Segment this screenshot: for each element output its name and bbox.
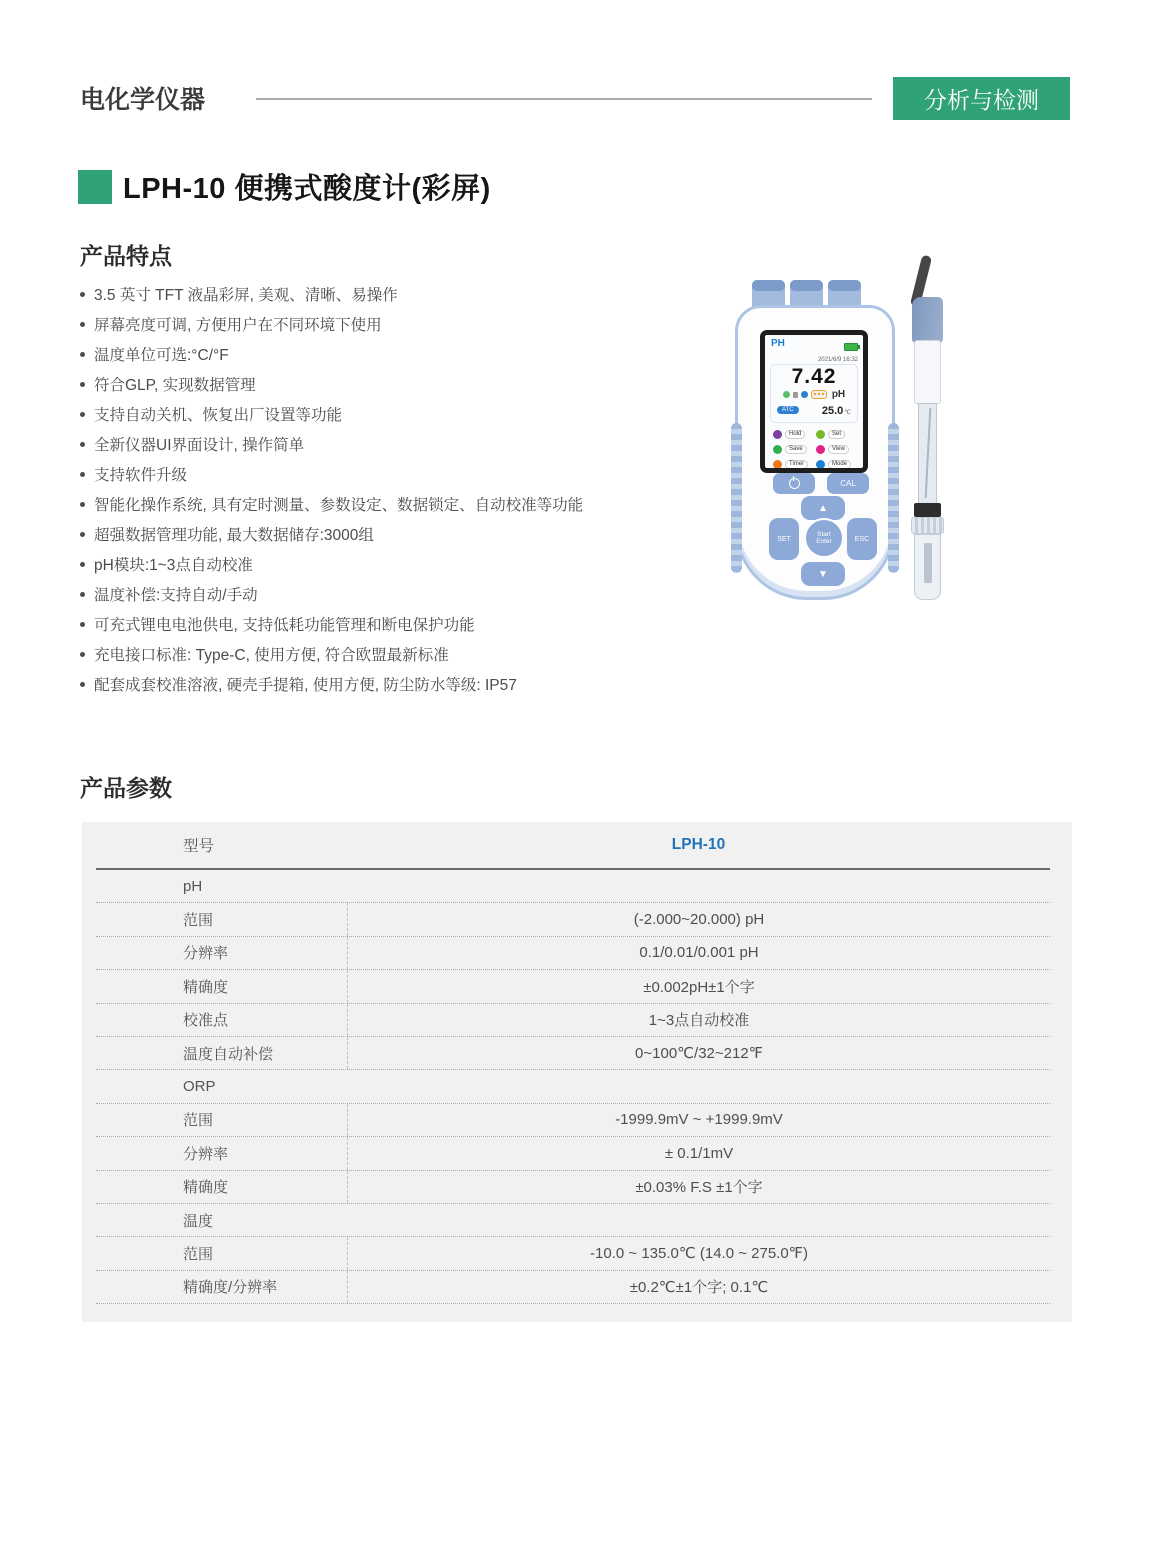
view-icon bbox=[816, 445, 825, 454]
table-row: 精确度 ±0.002pH±1个字 bbox=[96, 970, 1050, 1003]
menu-item-hold: Hold bbox=[773, 430, 816, 439]
table-row: 分辨率 ± 0.1/1mV bbox=[96, 1137, 1050, 1170]
model-value: LPH-10 bbox=[671, 836, 726, 853]
model-row bbox=[96, 822, 1050, 868]
feature-item: 屏幕亮度可调, 方便用户在不同环境下使用 bbox=[80, 311, 700, 341]
title-bullet-square bbox=[78, 170, 112, 204]
table-row: 范围 (-2.000~20.000) pH bbox=[96, 903, 1050, 936]
table-row: 范围 -10.0 ~ 135.0℃ (14.0 ~ 275.0℉) bbox=[96, 1237, 1050, 1270]
feature-item: 全新仪器UI界面设计, 操作简单 bbox=[80, 431, 700, 461]
probe-storage-bottle bbox=[914, 534, 941, 600]
feature-item: 充电接口标准: Type-C, 使用方便, 符合欧盟最新标准 bbox=[80, 641, 700, 671]
cal-button: CAL bbox=[827, 473, 869, 494]
mode-icon bbox=[816, 460, 825, 468]
section-tag-badge: 分析与检测 bbox=[893, 77, 1070, 120]
header-divider bbox=[256, 98, 872, 100]
save-icon bbox=[773, 445, 782, 454]
table-row: 精确度/分辨率 ±0.2℃±1个字; 0.1℃ bbox=[96, 1271, 1050, 1304]
feature-item: 配套成套校准溶液, 硬壳手提箱, 使用方便, 防尘防水等级: IP57 bbox=[80, 671, 700, 701]
battery-icon bbox=[844, 343, 858, 351]
features-list bbox=[80, 281, 700, 701]
ph-unit-label: pH bbox=[831, 389, 846, 400]
menu-item-save: Save bbox=[773, 445, 816, 454]
buffer-status-icon bbox=[801, 391, 808, 398]
screen-datetime: 2021/6/9 16:32 bbox=[817, 357, 858, 363]
feature-item: 可充式锂电电池供电, 支持低耗功能管理和断电保护功能 bbox=[80, 611, 700, 641]
product-title-row bbox=[78, 166, 491, 207]
screen-menu bbox=[765, 423, 863, 468]
menu-item-timer: Timer bbox=[773, 460, 816, 468]
temperature-unit: ℃ bbox=[844, 410, 851, 416]
down-arrow-button: ▼ bbox=[801, 562, 845, 586]
feature-item: 智能化操作系统, 具有定时测量、参数设定、数据锁定、自动校准等功能 bbox=[80, 491, 700, 521]
table-row: 校准点 1~3点自动校准 bbox=[96, 1004, 1050, 1037]
probe-body bbox=[914, 340, 941, 404]
power-button bbox=[773, 473, 815, 494]
temperature-value: 25.0 bbox=[821, 405, 844, 417]
smiley-status-icon bbox=[783, 391, 790, 398]
ph-reading: 7.42 bbox=[791, 365, 837, 388]
menu-item-mode: Mode bbox=[816, 460, 859, 468]
table-section-row: 温度 bbox=[96, 1204, 1050, 1237]
table-section-row: ORP bbox=[96, 1070, 1050, 1103]
category-title: 电化学仪器 bbox=[80, 86, 206, 114]
feature-item: 符合GLP, 实现数据管理 bbox=[80, 371, 700, 401]
stability-stars-icon bbox=[811, 390, 827, 399]
feature-item: 支持自动关机、恢复出厂设置等功能 bbox=[80, 401, 700, 431]
hold-icon bbox=[773, 430, 782, 439]
specs-heading: 产品参数 bbox=[80, 775, 172, 801]
feature-item: pH模块:1~3点自动校准 bbox=[80, 551, 700, 581]
menu-item-set: Set bbox=[816, 430, 859, 439]
feature-item: 超强数据管理功能, 最大数据储存:3000组 bbox=[80, 521, 700, 551]
power-icon bbox=[789, 478, 800, 489]
meter-screen bbox=[765, 335, 863, 468]
esc-button: ESC bbox=[847, 518, 877, 560]
meter-screen-frame bbox=[760, 330, 868, 473]
table-row: 分辨率 0.1/0.01/0.001 pH bbox=[96, 937, 1050, 970]
features-heading: 产品特点 bbox=[80, 243, 172, 269]
product-image bbox=[715, 255, 985, 617]
atc-badge: ATC bbox=[777, 406, 799, 414]
table-row: 温度自动补偿 0~100℃/32~212℉ bbox=[96, 1037, 1050, 1070]
product-title: LPH-10 便携式酸度计(彩屏) bbox=[123, 173, 491, 205]
screen-mode-label: PH bbox=[771, 338, 785, 349]
set-icon bbox=[816, 430, 825, 439]
feature-item: 温度补偿:支持自动/手动 bbox=[80, 581, 700, 611]
menu-item-view: View bbox=[816, 445, 859, 454]
start-enter-button: Start Enter bbox=[804, 518, 844, 558]
probe-cap bbox=[912, 297, 943, 343]
table-row: 精确度 ±0.03% F.S ±1个字 bbox=[96, 1171, 1050, 1204]
model-label: 型号 bbox=[183, 838, 215, 855]
measurement-card bbox=[770, 364, 858, 423]
hold-status-icon bbox=[793, 392, 798, 398]
feature-item: 支持软件升级 bbox=[80, 461, 700, 491]
side-grip bbox=[888, 423, 899, 573]
table-row: 范围 -1999.9mV ~ +1999.9mV bbox=[96, 1104, 1050, 1137]
table-section-row: pH bbox=[96, 870, 1050, 903]
side-grip bbox=[731, 423, 742, 573]
set-button: SET bbox=[769, 518, 799, 560]
probe-collar bbox=[914, 503, 941, 517]
specs-table bbox=[96, 822, 1050, 1304]
timer-icon bbox=[773, 460, 782, 468]
up-arrow-button: ▲ bbox=[801, 496, 845, 520]
probe-bottle-cap bbox=[911, 517, 944, 534]
feature-item: 3.5 英寸 TFT 液晶彩屏, 美观、清晰、易操作 bbox=[80, 281, 700, 311]
probe-glass-tube bbox=[918, 403, 937, 504]
specs-panel bbox=[82, 822, 1072, 1322]
feature-item: 温度单位可选:°C/°F bbox=[80, 341, 700, 371]
